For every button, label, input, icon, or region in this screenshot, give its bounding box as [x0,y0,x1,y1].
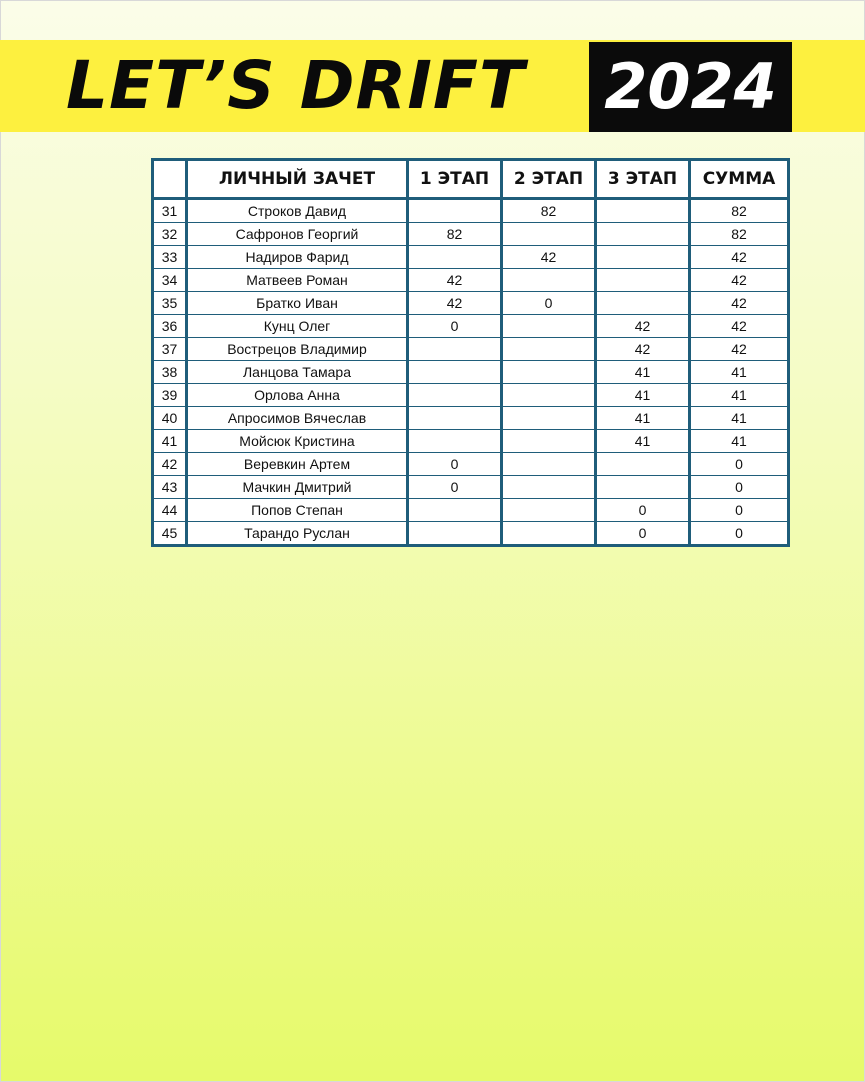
total-points: 42 [690,269,789,292]
total-points: 82 [690,223,789,246]
table-row [153,338,789,361]
participant-name: Надиров Фарид [187,246,408,269]
stage-1-points: 0 [408,315,502,338]
participant-name: Попов Степан [187,499,408,522]
table-row [153,522,789,546]
participant-name: Тарандо Руслан [187,522,408,546]
stage-2-points [502,384,596,407]
row-number: 43 [153,476,187,499]
column-header-number [153,160,187,199]
event-title: LET’S DRIFT [66,47,526,124]
stage-1-points [408,407,502,430]
participant-name: Строков Давид [187,199,408,223]
total-points: 0 [690,499,789,522]
stage-3-points: 41 [596,361,690,384]
stage-1-points [408,384,502,407]
total-points: 42 [690,292,789,315]
row-number: 35 [153,292,187,315]
table-row [153,315,789,338]
table-row [153,384,789,407]
stage-1-points [408,522,502,546]
column-header-total: СУММА [690,160,789,199]
stage-3-points [596,199,690,223]
stage-3-points: 41 [596,384,690,407]
row-number: 36 [153,315,187,338]
column-header-stage-2: 2 ЭТАП [502,160,596,199]
participant-name: Веревкин Артем [187,453,408,476]
column-header-stage-1: 1 ЭТАП [408,160,502,199]
stage-1-points [408,499,502,522]
total-points: 82 [690,199,789,223]
stage-2-points [502,223,596,246]
row-number: 42 [153,453,187,476]
row-number: 38 [153,361,187,384]
row-number: 34 [153,269,187,292]
stage-3-points: 42 [596,315,690,338]
stage-2-points [502,315,596,338]
stage-2-points [502,269,596,292]
row-number: 44 [153,499,187,522]
stage-3-points: 41 [596,407,690,430]
year-badge [589,42,792,132]
stage-2-points: 42 [502,246,596,269]
participant-name: Апросимов Вячеслав [187,407,408,430]
stage-1-points: 42 [408,292,502,315]
stage-1-points: 0 [408,476,502,499]
column-header-stage-3: 3 ЭТАП [596,160,690,199]
stage-2-points [502,453,596,476]
row-number: 41 [153,430,187,453]
participant-name: Матвеев Роман [187,269,408,292]
table-row [153,223,789,246]
event-year: 2024 [604,50,777,123]
row-number: 39 [153,384,187,407]
table-header-row [153,160,789,199]
row-number: 31 [153,199,187,223]
stage-2-points [502,499,596,522]
standings-table [151,158,790,547]
participant-name: Мачкин Дмитрий [187,476,408,499]
table-body [153,199,789,546]
row-number: 33 [153,246,187,269]
stage-2-points: 0 [502,292,596,315]
participant-name: Сафронов Георгий [187,223,408,246]
row-number: 40 [153,407,187,430]
total-points: 0 [690,476,789,499]
total-points: 42 [690,246,789,269]
stage-1-points [408,338,502,361]
table-row [153,430,789,453]
total-points: 0 [690,453,789,476]
total-points: 41 [690,384,789,407]
stage-3-points [596,453,690,476]
participant-name: Братко Иван [187,292,408,315]
stage-2-points [502,430,596,453]
stage-2-points [502,338,596,361]
total-points: 42 [690,338,789,361]
table-row [153,453,789,476]
stage-1-points [408,199,502,223]
total-points: 42 [690,315,789,338]
total-points: 41 [690,407,789,430]
stage-1-points [408,246,502,269]
stage-3-points [596,269,690,292]
table-row [153,407,789,430]
table-row [153,292,789,315]
table-row [153,199,789,223]
stage-3-points [596,292,690,315]
stage-2-points [502,522,596,546]
row-number: 32 [153,223,187,246]
stage-3-points: 0 [596,522,690,546]
stage-2-points [502,476,596,499]
stage-1-points: 0 [408,453,502,476]
table-row [153,476,789,499]
row-number: 37 [153,338,187,361]
row-number: 45 [153,522,187,546]
participant-name: Кунц Олег [187,315,408,338]
stage-1-points [408,430,502,453]
table-row [153,361,789,384]
participant-name: Орлова Анна [187,384,408,407]
stage-3-points: 42 [596,338,690,361]
total-points: 0 [690,522,789,546]
table-row [153,499,789,522]
stage-3-points [596,223,690,246]
stage-3-points [596,476,690,499]
stage-2-points [502,361,596,384]
participant-name: Ланцова Тамара [187,361,408,384]
total-points: 41 [690,361,789,384]
participant-name: Мойсюк Кристина [187,430,408,453]
stage-1-points [408,361,502,384]
stage-2-points: 82 [502,199,596,223]
table-row [153,246,789,269]
stage-3-points: 0 [596,499,690,522]
stage-1-points: 82 [408,223,502,246]
participant-name: Вострецов Владимир [187,338,408,361]
stage-1-points: 42 [408,269,502,292]
total-points: 41 [690,430,789,453]
column-header-name: ЛИЧНЫЙ ЗАЧЕТ [187,160,408,199]
stage-2-points [502,407,596,430]
stage-3-points: 41 [596,430,690,453]
stage-3-points [596,246,690,269]
table-row [153,269,789,292]
